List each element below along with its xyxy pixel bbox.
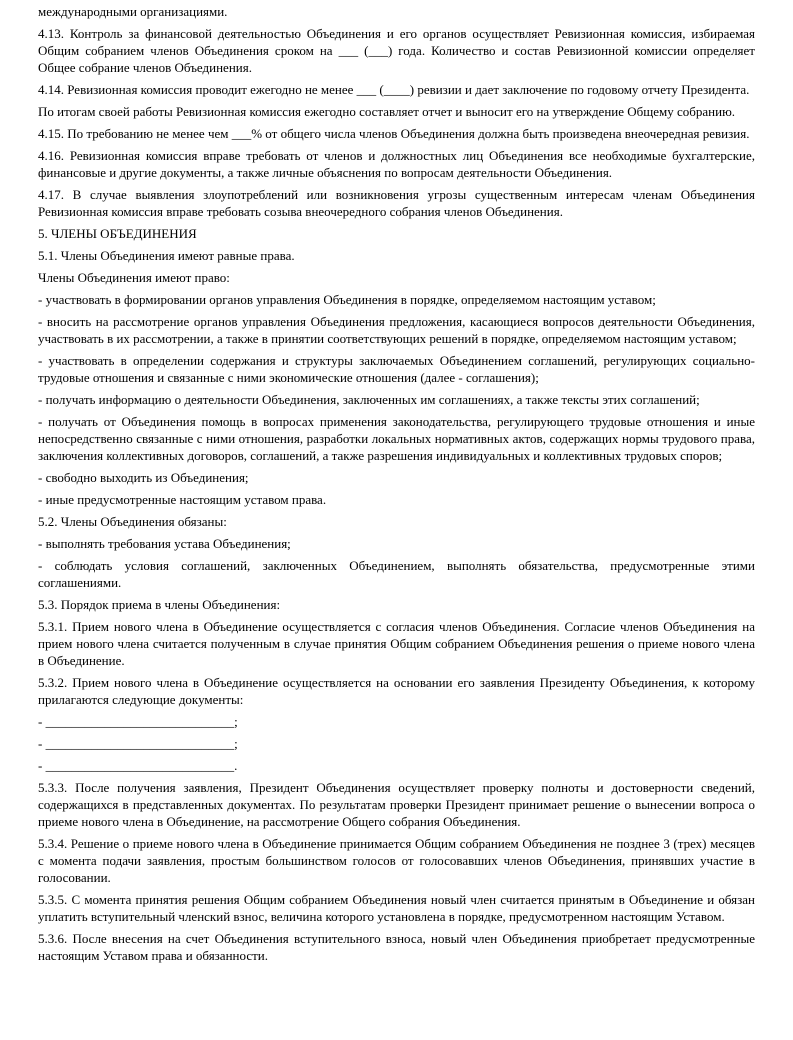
clause-4-15: 4.15. По требованию не менее чем ___% от общего числа членов Объединения должна быть произведена внеочередная ревизия. — [38, 126, 750, 141]
clause-4-17: 4.17. В случае выявления злоупотреблений или возникновения угрозы существенным интересам членам Объединения Ревизионная комиссия вправе требовать созыва внеочередного собрания членов Объединения. — [38, 187, 755, 219]
member-right-item: - участвовать в формировании органов управления Объединения в порядке, определяемом настоящим уставом; — [38, 292, 656, 307]
blank-fill-in-line: - _____________________________; — [38, 714, 238, 729]
clause-5-3-6: 5.3.6. После внесения на счет Объединения вступительного взноса, новый член Объединения приобретает предусмотренные настоящим Уставом права и обязанности. — [38, 931, 755, 963]
clause-5-3: 5.3. Порядок приема в члены Объединения: — [38, 597, 281, 612]
member-right-item: - получать информацию о деятельности Объединения, заключенных им соглашениях, а также тексты этих соглашений; — [38, 392, 700, 407]
member-right-item: - участвовать в определении содержания и структуры заключаемых Объединением соглашений, регулирующих социально-трудовые отношения и связанные с ними экономические отношения (далее - соглашения); — [38, 353, 755, 385]
member-duty-item: - выполнять требования устава Объединения; — [38, 536, 291, 551]
clause-5-3-2: 5.3.2. Прием нового члена в Объединение осуществляется на основании его заявления Президенту Объединения, к которому прилагаются следующие документы: — [38, 675, 755, 707]
clause-5-1-lead: Члены Объединения имеют право: — [38, 270, 230, 285]
clause-5-2: 5.2. Члены Объединения обязаны: — [38, 514, 227, 529]
member-duty-item: - соблюдать условия соглашений, заключенных Объединением, выполнять обязательства, предусмотренные этими соглашениями. — [38, 558, 755, 590]
clause-5-3-4: 5.3.4. Решение о приеме нового члена в Объединение принимается Общим собранием Объединения не позднее 3 (трех) месяцев с момента подачи заявления, простым большинством голосов от голосовавших членов Объединения, принявших участие в голосовании. — [38, 836, 755, 885]
clause-4-14-note: По итогам своей работы Ревизионная комиссия ежегодно составляет отчет и выносит его на утверждение Общему собранию. — [38, 104, 736, 119]
member-right-item: - получать от Объединения помощь в вопросах применения законодательства, регулирующего трудовые отношения и иные непосредственно связанные с ними отношения, разработки локальных нормативных актов, содержащих нормы трудового права, заключения коллективных договоров, соглашений, а также разрешения индивидуальных и коллективных трудовых споров; — [38, 414, 755, 463]
clause-4-12-continuation: международными организациями. — [38, 4, 228, 19]
clause-4-14: 4.14. Ревизионная комиссия проводит ежегодно не менее ___ (____) ревизии и дает заключение по годовому отчету Президента. — [38, 82, 750, 97]
section-5-heading: 5. ЧЛЕНЫ ОБЪЕДИНЕНИЯ — [38, 226, 197, 241]
clause-5-1: 5.1. Члены Объединения имеют равные права. — [38, 248, 295, 263]
member-right-item: - вносить на рассмотрение органов управления Объединения предложения, касающиеся вопросов деятельности Объединения, участвовать в их рассмотрении, а также в принятии соответствующих решений в порядке, определяемом настоящим уставом; — [38, 314, 755, 346]
clause-4-13: 4.13. Контроль за финансовой деятельностью Объединения и его органов осуществляет Ревизионная комиссия, избираемая Общим собранием членов Объединения сроком на ___ (___) года. Количество и состав Ревизионной комиссии определяет Общее собрание членов Объединения. — [38, 26, 755, 75]
clause-5-3-1: 5.3.1. Прием нового члена в Объединение осуществляется с согласия членов Объединения. Согласие членов Объединения на прием нового члена считается полученным в случае принятия Общим собранием Объединения решения о приеме нового члена в Объединение. — [38, 619, 755, 668]
member-right-item: - иные предусмотренные настоящим уставом права. — [38, 492, 327, 507]
clause-4-16: 4.16. Ревизионная комиссия вправе требовать от членов и должностных лиц Объединения все необходимые бухгалтерские, финансовые и другие документы, а также личные объяснения по вопросам деятельности Объединения. — [38, 148, 755, 180]
blank-fill-in-line: - _____________________________; — [38, 736, 238, 751]
member-right-item: - свободно выходить из Объединения; — [38, 470, 249, 485]
blank-fill-in-line: - _____________________________. — [38, 758, 238, 773]
clause-5-3-3: 5.3.3. После получения заявления, Президент Объединения осуществляет проверку полноты и достоверности сведений, содержащихся в представленных документах. По результатам проверки Президент принимает решение о вынесении вопроса о приеме нового члена в Объединение, на рассмотрение Общего собрания Объединения. — [38, 780, 755, 829]
clause-5-3-5: 5.3.5. С момента принятия решения Общим собранием Объединения новый член считается принятым в Объединение и обязан уплатить вступительный членский взнос, величина которого установлена в порядке, предусмотренном настоящим Уставом. — [38, 892, 755, 924]
